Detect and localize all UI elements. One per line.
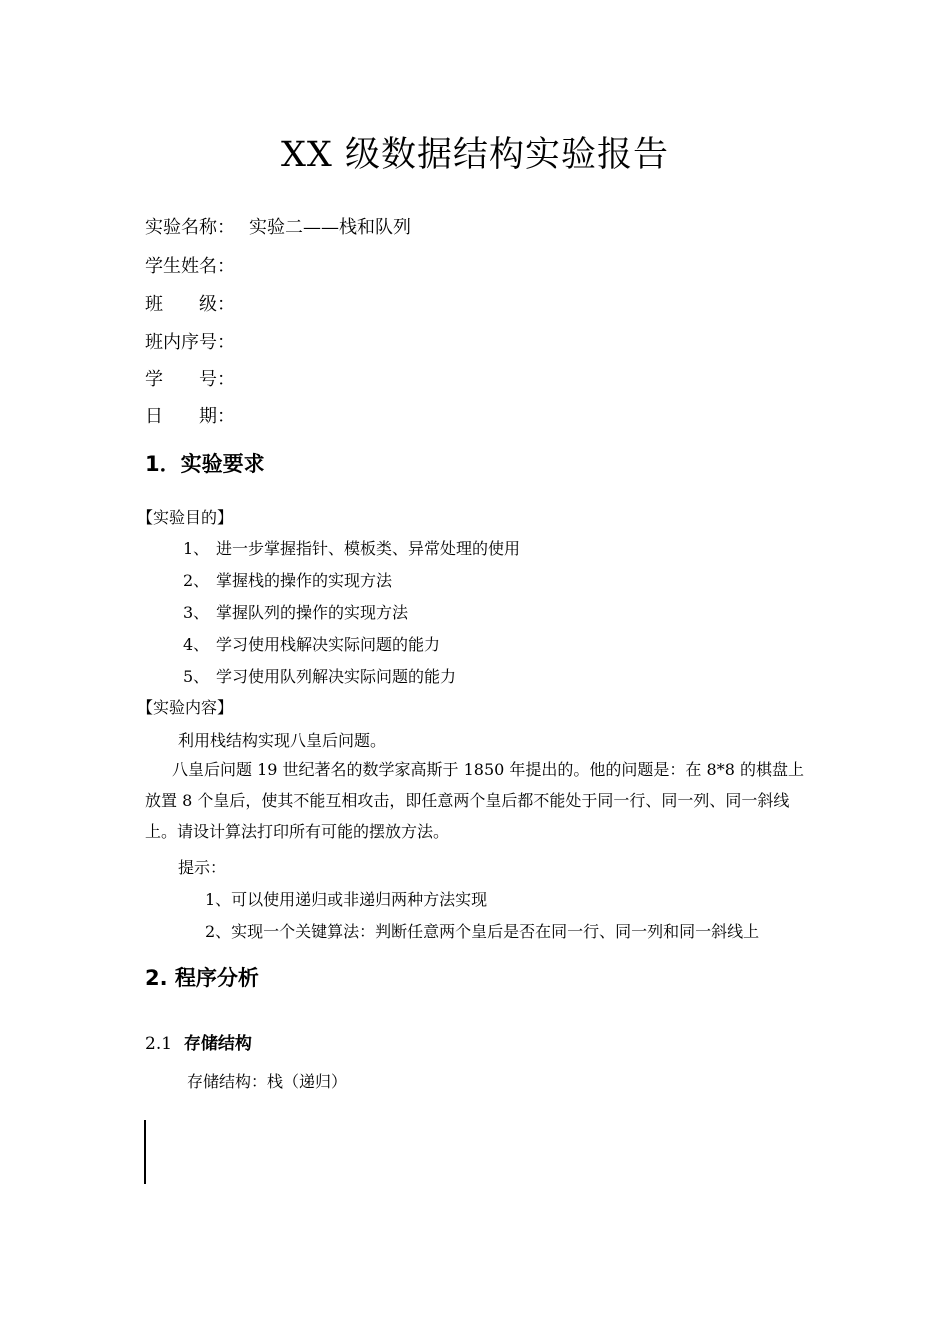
field-label-date: 日 期： <box>145 406 235 427</box>
field-label-experiment-name: 实验名称： <box>145 217 235 238</box>
purpose-item-text: 进一步掌握指针、模板类、异常处理的使用 <box>216 539 521 558</box>
subsection-number: 2.1 <box>145 1034 173 1054</box>
hint-item: 1、可以使用递归或非递归两种方法实现 <box>205 890 488 909</box>
purpose-item-text: 学习使用队列解决实际问题的能力 <box>216 667 457 686</box>
purpose-item-number: 3、 <box>183 603 210 622</box>
field-value-experiment-name: 实验二——栈和队列 <box>249 217 411 238</box>
hint-item: 2、实现一个关键算法：判断任意两个皇后是否在同一行、同一列和同一斜线上 <box>205 922 760 941</box>
purpose-item-text: 掌握栈的操作的实现方法 <box>216 571 393 590</box>
purpose-item-number: 1、 <box>183 539 210 558</box>
content-label: 【实验内容】 <box>137 698 234 717</box>
purpose-item-number: 2、 <box>183 571 210 590</box>
purpose-item-text: 掌握队列的操作的实现方法 <box>216 603 409 622</box>
field-label-class: 班 级： <box>145 294 235 315</box>
subsection-title: 存储结构 <box>183 1034 252 1054</box>
hint-label: 提示： <box>178 858 227 877</box>
purpose-item-number: 4、 <box>183 635 210 654</box>
subsection-heading <box>145 1029 252 1054</box>
purpose-label: 【实验目的】 <box>137 508 234 527</box>
section2-heading: 2. 程序分析 <box>145 966 259 990</box>
purpose-item-number: 5、 <box>183 667 210 686</box>
section1-heading: 1．实验要求 <box>145 452 265 476</box>
content-intro: 利用栈结构实现八皇后问题。 <box>178 731 387 750</box>
field-label-student-id: 学 号： <box>145 369 235 390</box>
report-title: XX 级数据结构实验报告 <box>281 135 669 175</box>
field-label-student-name: 学生姓名： <box>145 256 235 277</box>
content-paragraph: 八皇后问题 19 世纪著名的数学家高斯于 1850 年提出的。他的问题是：在 8*8 的棋盘上放置 8 个皇后，使其不能互相攻击，即任意两个皇后都不能处于同一行、同一列、同一斜线上。请设计算法打印所有可能的摆放方法。 <box>145 760 804 841</box>
purpose-item-text: 学习使用栈解决实际问题的能力 <box>216 635 441 654</box>
field-label-class-number: 班内序号： <box>145 332 235 353</box>
storage-structure-text: 存储结构：栈（递归） <box>187 1072 348 1091</box>
text-cursor <box>144 1120 146 1184</box>
